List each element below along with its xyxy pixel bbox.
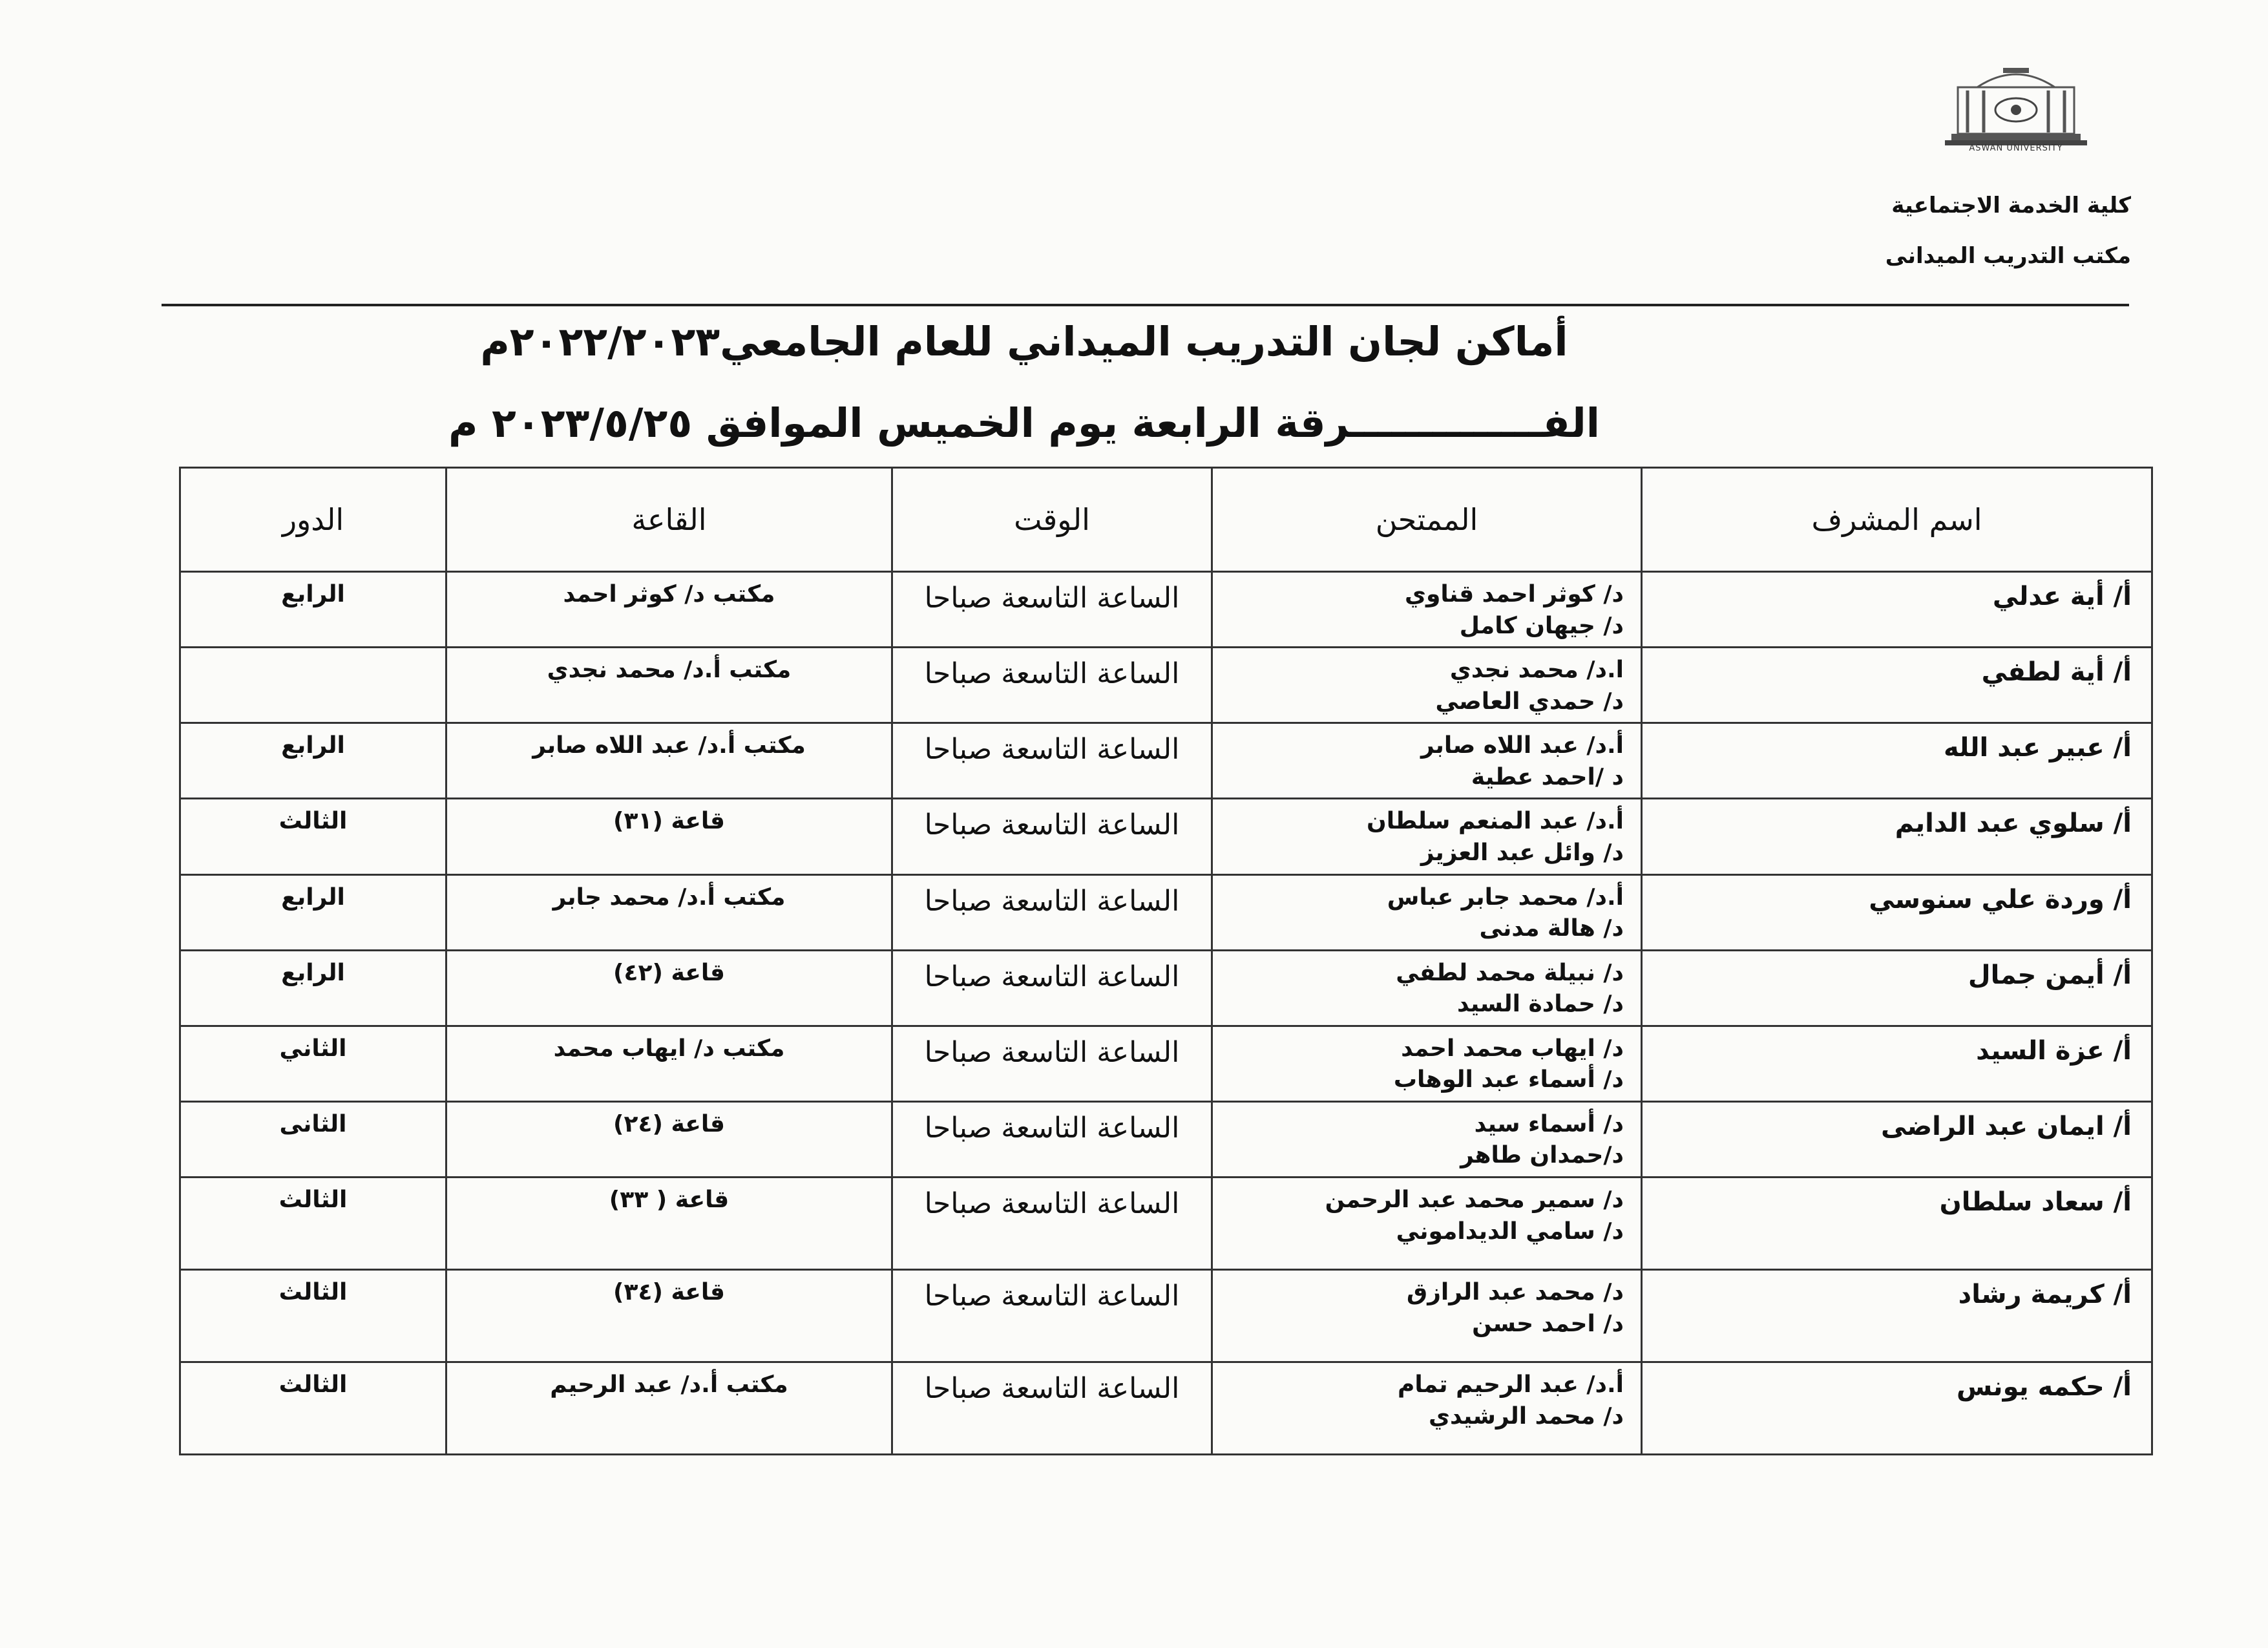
office-name: مكتب التدريب الميدانى <box>1885 243 2131 269</box>
room-cell: مكتب أ.د/ محمد جابر <box>446 874 892 950</box>
examiner-cell <box>1212 874 1642 950</box>
time-cell: الساعة التاسعة صباحا <box>892 1101 1212 1177</box>
time-cell: الساعة التاسعة صباحا <box>892 950 1212 1026</box>
examiner-cell <box>1212 1362 1642 1455</box>
supervisor-cell: أ/ أيمن جمال <box>1642 950 2152 1026</box>
supervisor-cell: أ/ ايمان عبد الراضى <box>1642 1101 2152 1177</box>
header-room: القاعة <box>446 468 892 572</box>
floor-cell: الثالث <box>180 799 446 874</box>
table-row <box>180 950 2152 1026</box>
supervisor-cell: أ/ وردة علي سنوسي <box>1642 874 2152 950</box>
floor-cell: الثالث <box>180 1178 446 1270</box>
supervisor-cell: أ/ أية عدلي <box>1642 572 2152 648</box>
examiner-2: د /احمد عطية <box>1471 763 1624 790</box>
logo-caption: ASWAN UNIVERSITY <box>1969 143 2063 153</box>
examiner-cell <box>1212 1101 1642 1177</box>
room-cell: مكتب أ.د/ محمد نجدي <box>446 648 892 723</box>
faculty-name: كلية الخدمة الاجتماعية <box>1891 193 2131 218</box>
time-cell: الساعة التاسعة صباحا <box>892 1178 1212 1270</box>
examiner-2: د/ وائل عبد العزيز <box>1420 839 1624 866</box>
examiner-cell <box>1212 1026 1642 1101</box>
floor-cell <box>180 648 446 723</box>
table-row <box>180 723 2152 799</box>
floor-cell: الرابع <box>180 723 446 799</box>
examiner-2: د/ أسماء عبد الوهاب <box>1393 1066 1624 1093</box>
header-divider <box>162 304 2129 306</box>
room-cell: مكتب أ.د/ عبد الرحيم <box>446 1362 892 1455</box>
table-row <box>180 1178 2152 1270</box>
room-cell: قاعة ( ٣٣) <box>446 1178 892 1270</box>
examiner-2: د/ احمد حسن <box>1472 1310 1624 1337</box>
floor-cell: الثالث <box>180 1362 446 1455</box>
table-row <box>180 1026 2152 1101</box>
header-examiner: الممتحن <box>1212 468 1642 572</box>
room-cell: مكتب أ.د/ عبد اللاه صابر <box>446 723 892 799</box>
floor-cell: الرابع <box>180 572 446 648</box>
table-row <box>180 1101 2152 1177</box>
table-row <box>180 1270 2152 1362</box>
examiner-1: أ.د/ عبد الرحيم تمام <box>1398 1371 1624 1398</box>
examiner-1: أ.د/ عبد المنعم سلطان <box>1367 808 1624 835</box>
supervisor-cell: أ/ سلوي عبد الدايم <box>1642 799 2152 874</box>
supervisor-cell: أ/ أية لطفي <box>1642 648 2152 723</box>
examiner-2: د/ محمد الرشيدي <box>1429 1402 1624 1430</box>
header-floor: الدور <box>180 468 446 572</box>
time-cell: الساعة التاسعة صباحا <box>892 1270 1212 1362</box>
examiner-2: د/ حمدي العاصي <box>1435 688 1624 715</box>
table-row <box>180 874 2152 950</box>
header-time: الوقت <box>892 468 1212 572</box>
room-cell: قاعة (٢٤) <box>446 1101 892 1177</box>
time-cell: الساعة التاسعة صباحا <box>892 874 1212 950</box>
supervisor-cell: أ/ سعاد سلطان <box>1642 1178 2152 1270</box>
time-cell: الساعة التاسعة صباحا <box>892 572 1212 648</box>
page-title: أماكن لجان التدريب الميداني للعام الجامعي٢٠٢٢/٢٠٢٣م <box>480 318 1568 365</box>
examiner-1: د/ أسماء سيد <box>1474 1110 1624 1137</box>
examiner-1: أ.د/ محمد جابر عباس <box>1387 883 1624 911</box>
table-row <box>180 799 2152 874</box>
room-cell: قاعة (٤٢) <box>446 950 892 1026</box>
examiner-1: د/ كوثر احمد قناوي <box>1404 581 1624 607</box>
floor-cell: الثاني <box>180 1026 446 1101</box>
floor-cell: الرابع <box>180 874 446 950</box>
table-header-row <box>180 468 2152 572</box>
time-cell: الساعة التاسعة صباحا <box>892 648 1212 723</box>
examiner-1: ا.د/ محمد نجدي <box>1449 657 1624 684</box>
examiner-cell <box>1212 723 1642 799</box>
table-row <box>180 572 2152 648</box>
examiner-cell <box>1212 1270 1642 1362</box>
page-subtitle: الفــــــــــــــرقة الرابعة يوم الخميس الموافق ٢٠٢٣/٥/٢٥ م <box>448 399 1600 447</box>
examiner-cell <box>1212 950 1642 1026</box>
floor-cell: الرابع <box>180 950 446 1026</box>
committees-table <box>179 467 2153 1455</box>
supervisor-cell: أ/ حكمه يونس <box>1642 1362 2152 1455</box>
examiner-cell <box>1212 1178 1642 1270</box>
examiner-2: د/ هالة مدنى <box>1479 915 1624 942</box>
examiner-2: د/ حمادة السيد <box>1457 991 1624 1018</box>
examiner-1: د/ ايهاب محمد احمد <box>1401 1035 1624 1062</box>
room-cell: مكتب د/ ايهاب محمد <box>446 1026 892 1101</box>
time-cell: الساعة التاسعة صباحا <box>892 723 1212 799</box>
examiner-1: د/ سمير محمد عبد الرحمن <box>1325 1187 1624 1213</box>
supervisor-cell: أ/ عزة السيد <box>1642 1026 2152 1101</box>
floor-cell: الثالث <box>180 1270 446 1362</box>
examiner-1: أ.د/ عبد اللاه صابر <box>1421 732 1624 759</box>
table-row <box>180 1362 2152 1455</box>
time-cell: الساعة التاسعة صباحا <box>892 1026 1212 1101</box>
room-cell: قاعة (٣٤) <box>446 1270 892 1362</box>
supervisor-cell: أ/ عبير عبد الله <box>1642 723 2152 799</box>
floor-cell: الثانى <box>180 1101 446 1177</box>
header-supervisor: اسم المشرف <box>1642 468 2152 572</box>
room-cell: قاعة (٣١) <box>446 799 892 874</box>
examiner-cell <box>1212 648 1642 723</box>
room-cell: مكتب د/ كوثر احمد <box>446 572 892 648</box>
examiner-2: د/ سامي الديداموني <box>1396 1218 1624 1245</box>
examiner-2: د/حمدان طاهر <box>1460 1142 1624 1169</box>
examiner-cell <box>1212 572 1642 648</box>
time-cell: الساعة التاسعة صباحا <box>892 1362 1212 1455</box>
examiner-cell <box>1212 799 1642 874</box>
supervisor-cell: أ/ كريمة رشاد <box>1642 1270 2152 1362</box>
examiner-1: د/ محمد عبد الرازق <box>1407 1279 1624 1305</box>
examiner-2: د/ جيهان كامل <box>1459 612 1624 639</box>
examiner-1: د/ نبيلة محمد لطفي <box>1396 959 1624 986</box>
table-row <box>180 648 2152 723</box>
time-cell: الساعة التاسعة صباحا <box>892 799 1212 874</box>
